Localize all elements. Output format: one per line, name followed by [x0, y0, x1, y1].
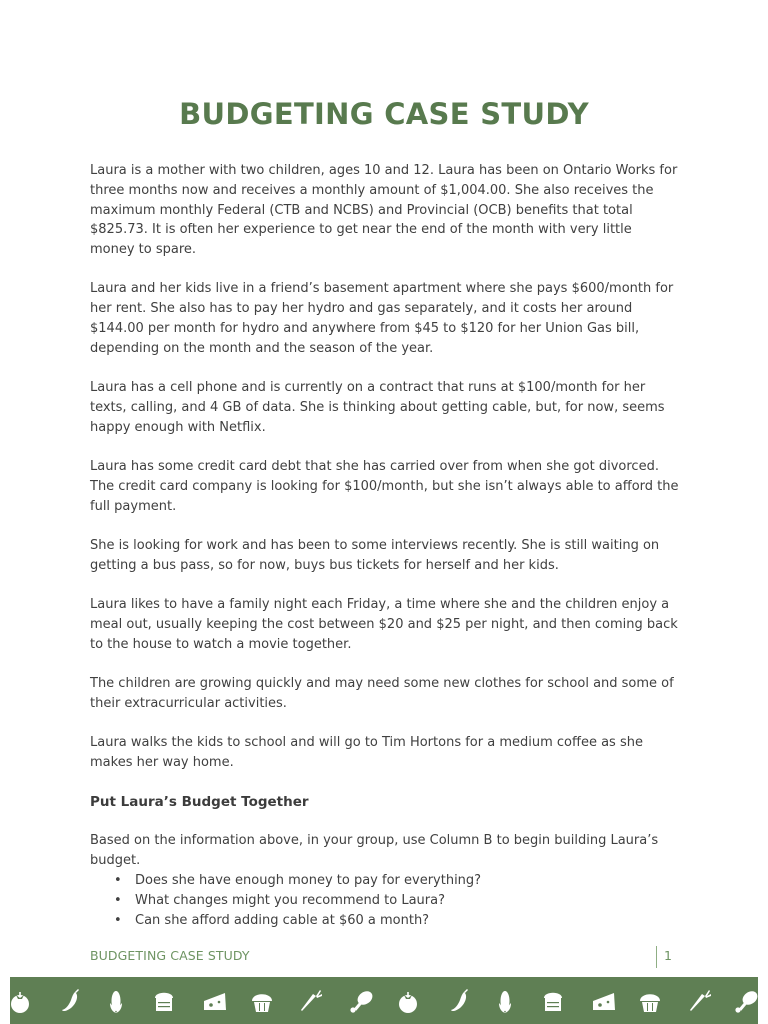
- cheese-icon: [593, 993, 615, 1010]
- corn-icon: [110, 991, 122, 1013]
- drumstick-icon: [350, 988, 375, 1012]
- paragraph-clothes: The children are growing quickly and may need some new clothes for school and some of their extracurricular activities.: [90, 675, 674, 711]
- document-title: BUDGETING CASE STUDY: [179, 97, 589, 131]
- list-item: • What changes might you recommend to Laura?: [114, 891, 680, 911]
- food-icon-band: [10, 977, 758, 1024]
- footer-divider: [656, 946, 657, 968]
- pepper-icon: [451, 989, 468, 1011]
- corn-icon: [499, 991, 511, 1013]
- cheese-icon: [204, 993, 226, 1010]
- question-list: [90, 871, 680, 931]
- paragraph-coffee: Laura walks the kids to school and will go to Tim Hortons for a medium coffee as she makes her way home.: [90, 735, 643, 770]
- muffin-icon: [640, 994, 660, 1012]
- page-number: 1: [664, 948, 672, 963]
- list-item: • Can she afford adding cable at $60 a month?: [114, 911, 680, 931]
- paragraph-housing: Laura and her kids live in a friend’s basement apartment where she pays $600/month for her rent. She also has to pay her hydro and gas separately, and it costs her around $144.00 per month for hydro and anywhere from $45 to $120 for her Union Gas bill, depending on the month and the season of the year.: [90, 281, 674, 356]
- bread-icon: [155, 993, 173, 1011]
- carrot-icon: [690, 990, 711, 1011]
- paragraph-family-night: Laura likes to have a family night each Friday, a time where she and the children enjoy a meal out, usually keeping the cost between $20 and $25 per night, and then coming back to the house to watch a movie together.: [90, 597, 678, 652]
- instructions-text: Based on the information above, in your group, use Column B to begin building Laura’s budget.: [90, 833, 659, 868]
- tomato-icon: [399, 992, 417, 1013]
- paragraph-income: Laura is a mother with two children, ages 10 and 12. Laura has been on Ontario Works for three months now and receives a monthly amount of $1,004.00. She also receives the maximum monthly Federal (CTB and NCBS) and Provincial (OCB) benefits that total $825.73. It is often her experience to get near the end of the month with very little money to spare.: [90, 163, 678, 258]
- paragraph-phone: Laura has a cell phone and is currently on a contract that runs at $100/month for her texts, calling, and 4 GB of data. She is thinking about getting cable, but, for now, seems happy enough with Netflix.: [90, 380, 665, 435]
- paragraph-transport: She is looking for work and has been to some interviews recently. She is still waiting on getting a bus pass, so for now, buys bus tickets for herself and her kids.: [90, 537, 660, 573]
- document-body: [90, 161, 680, 931]
- tomato-icon: [11, 992, 29, 1013]
- list-item: • Does she have enough money to pay for everything?: [114, 871, 680, 891]
- section-heading: Put Laura’s Budget Together: [90, 794, 309, 811]
- pepper-icon: [62, 989, 79, 1011]
- bread-icon: [544, 993, 562, 1011]
- muffin-icon: [252, 994, 272, 1012]
- carrot-icon: [301, 990, 322, 1011]
- drumstick-icon: [735, 988, 758, 1012]
- footer-label: BUDGETING CASE STUDY: [90, 948, 250, 963]
- paragraph-debt: Laura has some credit card debt that she has carried over from when she got divorced. The credit card company is looking for $100/month, but she isn’t always able to afford the full payment.: [90, 459, 679, 514]
